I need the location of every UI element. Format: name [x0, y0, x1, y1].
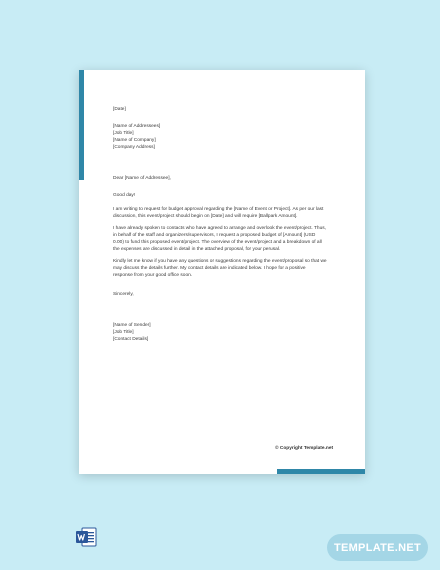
sender-name: [Name of Sender]: [113, 323, 151, 328]
sender-contact: [Contact Details]: [113, 337, 149, 342]
paragraph-contact: [113, 258, 351, 279]
letter-date: [Date]: [113, 107, 126, 112]
greeting: Good day!: [113, 193, 136, 198]
sender-job-title: [Job Title]: [113, 330, 134, 335]
letter-page: [79, 70, 365, 474]
paragraph-line: I have already spoken to contacts who have agreed to arrange and overlook the event/project. Thus,: [113, 226, 326, 231]
accent-bar-left: [79, 70, 84, 180]
paragraph-line: response from your good office soon.: [113, 273, 193, 278]
paragraph-line: discussion, this event/project should begin on [Date] and will require [Ballpark Amount].: [113, 214, 298, 219]
paragraph-line: 0.00) to fund this proposed event/project. The overview of the event/project and a breakdown of all: [113, 240, 322, 245]
closing: Sincerely,: [113, 292, 134, 297]
paragraph-request: [113, 206, 351, 220]
paragraph-line: Kindly let me know if you have any questions or suggestions regarding the event/proposal so that we: [113, 259, 327, 264]
paragraph-line: I am writing to request for budget approval regarding the [Name of Event or Project]. As per our last: [113, 207, 324, 212]
copyright-notice: © Copyright Template.net: [275, 446, 334, 451]
signature-block: [113, 322, 351, 343]
recipient-block: [113, 123, 351, 151]
recipient-address: [Company Address]: [113, 145, 155, 150]
template-net-badge[interactable]: TEMPLATE.NET: [327, 534, 428, 561]
paragraph-line: in behalf of the staff and organizers/supervisors, I request a proposed budget of [Amount] (USD: [113, 233, 316, 238]
paragraph-line: the expenses are discussed in detail in the attached proposal, for your perusal.: [113, 247, 281, 252]
letter-body: [113, 106, 351, 343]
word-document-icon: [75, 526, 97, 548]
paragraph-budget: [113, 225, 351, 253]
salutation: Dear [Name of Addressee],: [113, 176, 171, 181]
recipient-company: [Name of Company]: [113, 138, 156, 143]
paragraph-line: may discuss the details further. My contact details are indicated below. I hope for a positive: [113, 266, 306, 271]
recipient-name: [Name of Addressees]: [113, 124, 161, 129]
recipient-job-title: [Job Title]: [113, 131, 134, 136]
accent-bar-bottom: [277, 469, 365, 474]
